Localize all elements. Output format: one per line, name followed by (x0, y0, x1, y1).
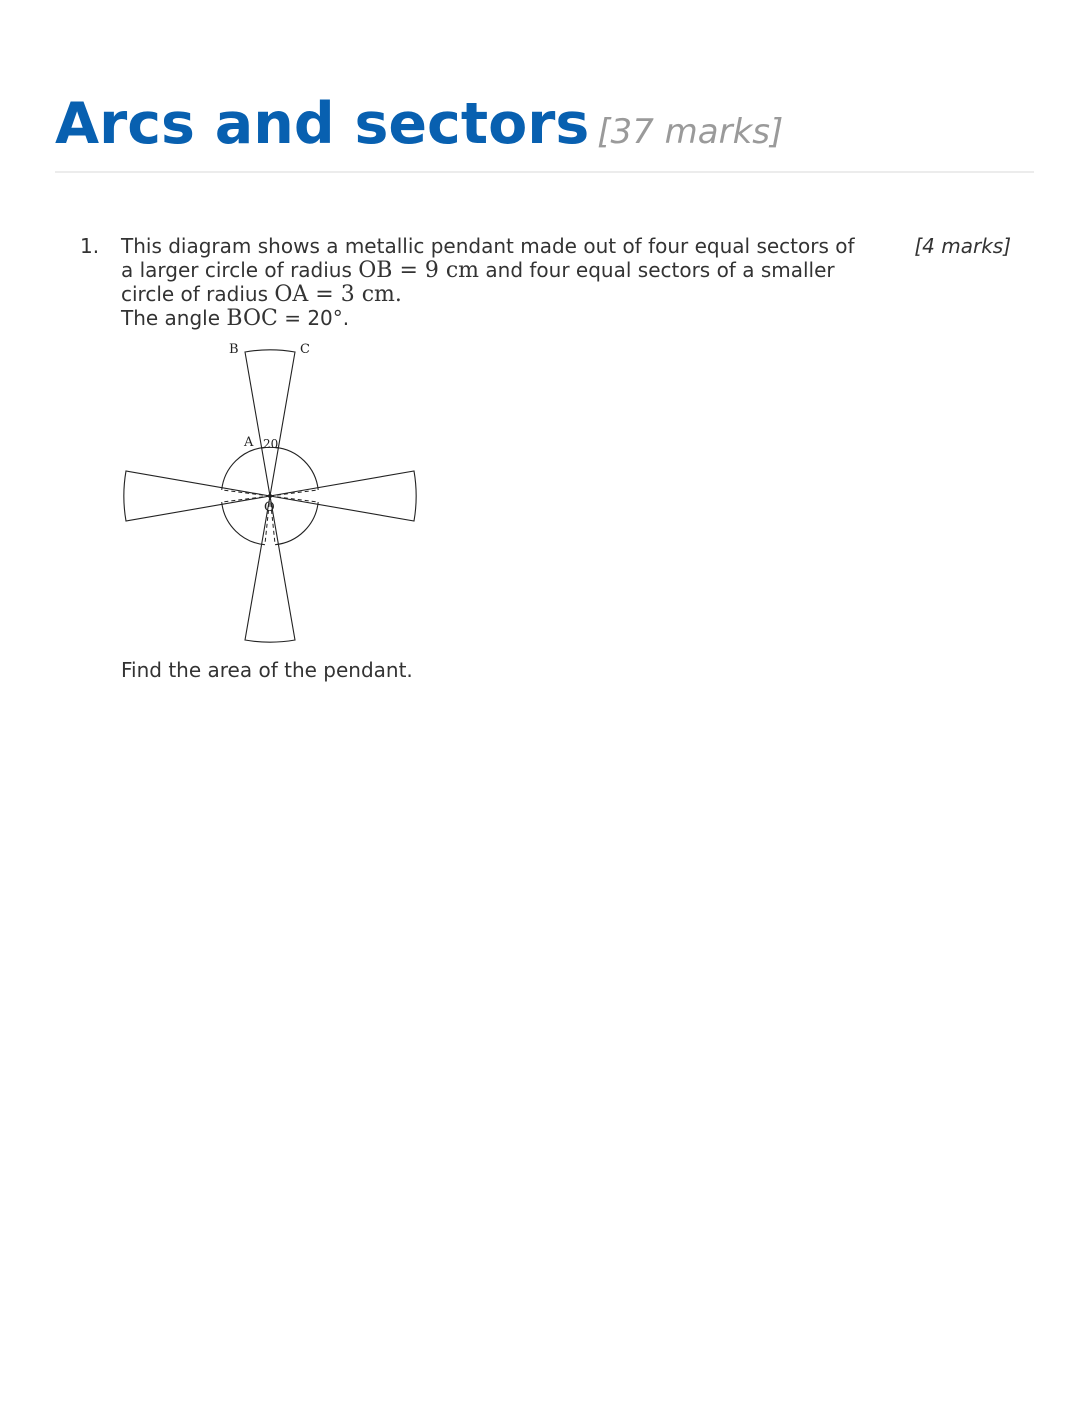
label-c: C (300, 342, 310, 357)
label-a: A (244, 435, 254, 450)
question-line-2 (121, 258, 1015, 282)
small-arc-top-right (275, 447, 318, 490)
sector-left (124, 471, 270, 521)
label-b: B (229, 342, 239, 357)
question-prompt: Find the area of the pendant. (121, 658, 413, 682)
question-line-3 (121, 282, 1015, 306)
label-o: O (264, 500, 275, 515)
question-line-1 (121, 234, 1015, 258)
line4-post: = 20°. (277, 306, 350, 330)
small-arc-top-left (222, 447, 265, 490)
radius-oa-math: OA = 3 cm. (274, 282, 402, 307)
dashed-radius-right-lower (270, 496, 318, 502)
angle-label: 20 (263, 437, 279, 451)
dashed-radius-right-upper (270, 490, 318, 496)
center-point (268, 494, 272, 498)
angle-boc-math: BOC (226, 306, 278, 331)
total-marks: [37 marks] (597, 112, 784, 152)
sector-right (270, 471, 416, 521)
radius-ob-math: OB = 9 cm (358, 258, 480, 283)
question-marks: [4 marks] (914, 234, 1011, 258)
sector-top (245, 350, 295, 496)
line2-pre: a larger circle of radius (121, 258, 359, 282)
line4-pre: The angle (121, 306, 227, 330)
title-text: Arcs and sectors (55, 91, 590, 157)
line1-text: This diagram shows a metallic pendant made out of four equal sectors of (121, 234, 855, 258)
small-arc-bottom-right (275, 502, 318, 545)
sector-bottom (245, 496, 295, 642)
dashed-radius-left-upper (222, 490, 270, 496)
line2-post: and four equal sectors of a smaller (479, 258, 835, 282)
dashed-radius-left-lower (222, 496, 270, 502)
question-line-4 (121, 306, 1015, 330)
question-number: 1. (80, 234, 100, 258)
page-header (55, 88, 1034, 173)
pendant-diagram (120, 340, 424, 646)
small-arc-bottom-left (222, 502, 265, 545)
page-title (55, 88, 783, 168)
line3-pre: circle of radius (121, 282, 275, 306)
question-body (121, 234, 1015, 330)
